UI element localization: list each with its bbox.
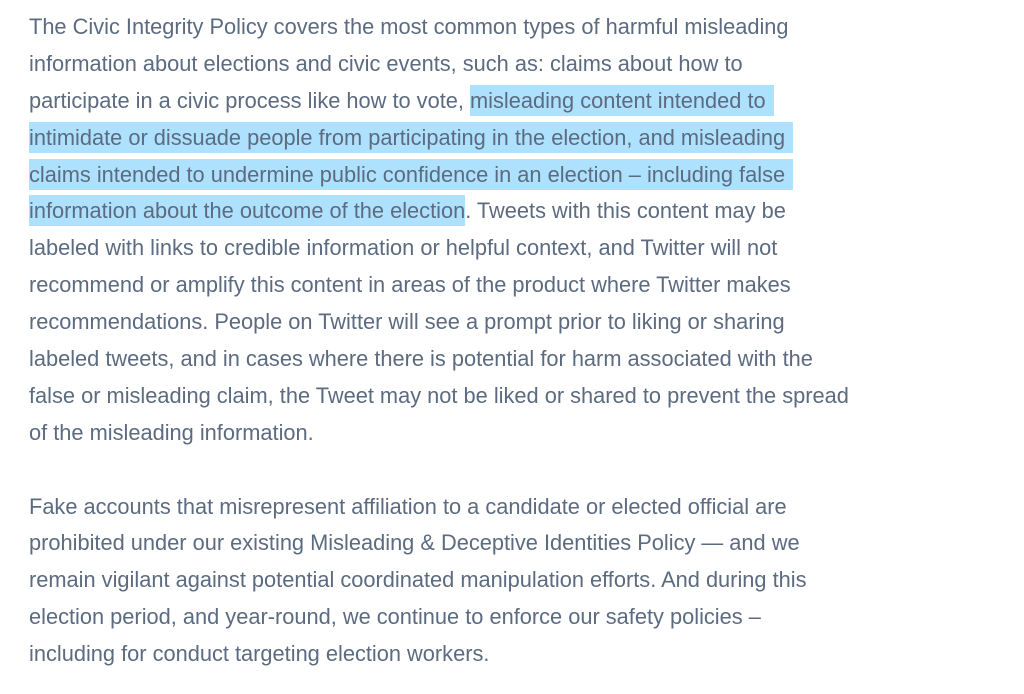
highlighted-text[interactable]: intimidate or dissuade people from participating in the election, and misleading	[29, 122, 793, 153]
paragraph-fake-accounts	[29, 489, 1019, 673]
text-line	[29, 83, 1019, 120]
text-line: remain vigilant against potential coordinated manipulation efforts. And during this	[29, 567, 807, 593]
text-line	[29, 157, 1019, 194]
highlighted-text[interactable]: information about the outcome of the election	[29, 195, 465, 226]
article-body	[29, 9, 1019, 673]
text-line: Fake accounts that misrepresent affiliation to a candidate or elected official are	[29, 493, 787, 519]
text-line	[29, 193, 1019, 230]
text-line: recommend or amplify this content in areas of the product where Twitter makes	[29, 272, 791, 298]
text-line: information about elections and civic events, such as: claims about how to	[29, 50, 743, 76]
text-segment: participate in a civic process like how to vote,	[29, 87, 470, 113]
paragraph-civic-integrity	[29, 9, 1019, 452]
text-line: of the misleading information.	[29, 419, 314, 445]
text-line: recommendations. People on Twitter will see a prompt prior to liking or sharing	[29, 309, 785, 335]
highlighted-text[interactable]: misleading content intended to	[470, 85, 774, 116]
text-line: labeled with links to credible information or helpful context, and Twitter will not	[29, 235, 778, 261]
text-line: prohibited under our existing Misleading & Deceptive Identities Policy — and we	[29, 530, 800, 556]
text-segment: . Tweets with this content may be	[465, 198, 786, 224]
text-line: false or misleading claim, the Tweet may not be liked or shared to prevent the spread	[29, 382, 849, 408]
text-line	[29, 120, 1019, 157]
text-line: including for conduct targeting election workers.	[29, 641, 490, 667]
text-line: The Civic Integrity Policy covers the most common types of harmful misleading	[29, 14, 789, 39]
highlighted-text[interactable]: claims intended to undermine public confidence in an election – including false	[29, 159, 793, 190]
text-line: labeled tweets, and in cases where there is potential for harm associated with the	[29, 346, 813, 372]
text-line: election period, and year-round, we continue to enforce our safety policies –	[29, 604, 761, 630]
